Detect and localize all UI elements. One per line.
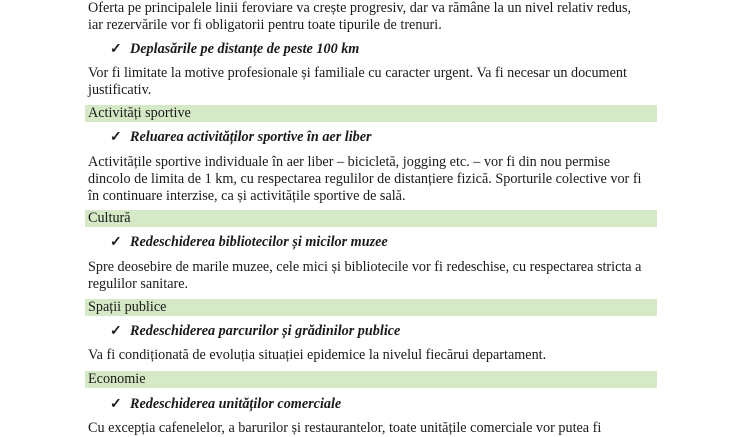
section-heading-sports: Activități sportive xyxy=(85,105,657,122)
paragraph-line: Oferta pe principalele linii feroviare va crește progresiv, dar va rămâne la un nivel relativ redus, xyxy=(88,0,632,16)
paragraph-line: Cu excepția cafenelelor, a barurilor și restaurantelor, toate unitățile comerciale vor putea fi xyxy=(88,420,602,436)
bullet-public-spaces xyxy=(110,323,400,340)
paragraph-line: regulilor sanitare. xyxy=(88,276,189,292)
paragraph-line: Va fi condiționată de evoluția situației epidemice la nivelul fiecărui departament. xyxy=(88,347,547,363)
check-icon: ✓ xyxy=(110,234,122,250)
paragraph-sports xyxy=(88,154,656,205)
intro-paragraph xyxy=(88,0,656,34)
paragraph-long-distance xyxy=(88,65,656,99)
bullet-text: Reluarea activităților sportive în aer liber xyxy=(130,129,372,145)
check-icon: ✓ xyxy=(110,129,122,145)
check-icon: ✓ xyxy=(110,323,122,339)
paragraph-culture xyxy=(88,259,656,293)
check-icon: ✓ xyxy=(110,396,122,412)
section-heading-culture: Cultură xyxy=(85,210,657,227)
bullet-text: Redeschiderea unităților comerciale xyxy=(130,396,342,412)
paragraph-public-spaces xyxy=(88,347,656,364)
bullet-text: Deplasările pe distanțe de peste 100 km xyxy=(130,41,360,57)
paragraph-line: Vor fi limitate la motive profesionale și familiale cu caracter urgent. Va fi necesar un document xyxy=(88,65,627,81)
bullet-long-distance xyxy=(110,41,359,58)
section-heading-public-spaces: Spații publice xyxy=(85,299,657,316)
paragraph-line: iar rezervările vor fi obligatorii pentru toate tipurile de trenuri. xyxy=(88,17,442,33)
check-icon: ✓ xyxy=(110,41,122,57)
bullet-sports xyxy=(110,129,372,146)
paragraph-line: în continuare interzise, ca și activitățile sportive de sală. xyxy=(88,188,406,204)
section-heading-economy: Economie xyxy=(85,371,657,388)
paragraph-economy xyxy=(88,420,656,437)
bullet-culture xyxy=(110,234,388,251)
bullet-economy xyxy=(110,396,341,413)
paragraph-line: Activitățile sportive individuale în aer liber – bicicletă, jogging etc. – vor fi din nou permise xyxy=(88,154,611,170)
paragraph-line: dincolo de limita de 1 km, cu respectarea regulilor de distanțiere fizică. Sporturile colective vor fi xyxy=(88,171,642,187)
bullet-text: Redeschiderea parcurilor și grădinilor publice xyxy=(130,323,401,339)
paragraph-line: Spre deosebire de marile muzee, cele mici și bibliotecile vor fi redeschise, cu respectarea stricta a xyxy=(88,259,642,275)
paragraph-line: justificativ. xyxy=(88,82,152,98)
bullet-text: Redeschiderea bibliotecilor și micilor muzee xyxy=(130,234,388,250)
